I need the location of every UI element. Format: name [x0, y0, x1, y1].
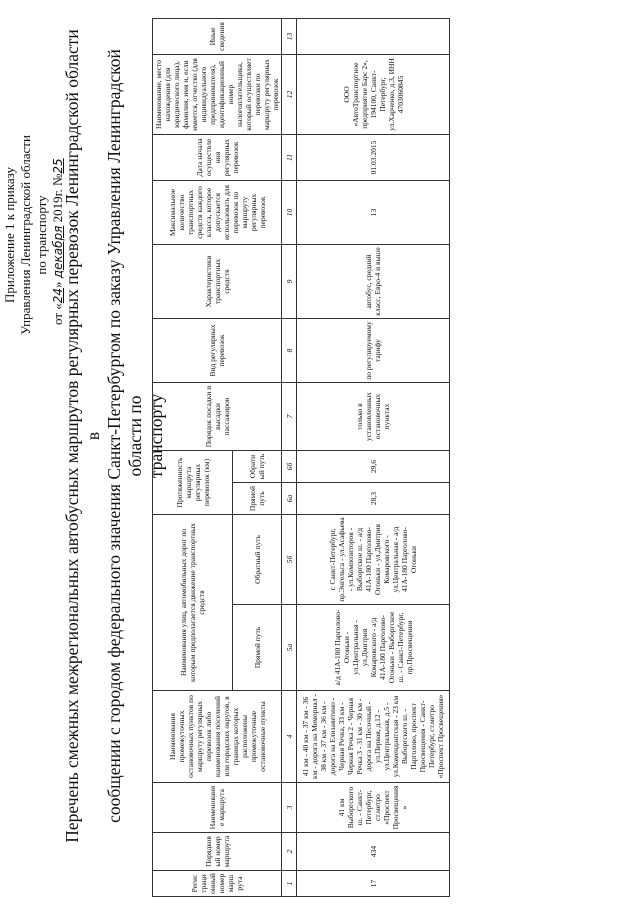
header-start-date: Дата начала осуществления регулярных перевозок: [153, 135, 282, 181]
col-number: 5а: [282, 605, 297, 691]
cell-length-forward: 28,3: [297, 483, 450, 515]
table-row: [297, 19, 450, 897]
col-number: 1: [282, 871, 297, 897]
header-length-backward: Обратный путь: [233, 451, 282, 483]
title-line-1: Перечень смежных межрегиональных автобусных маршрутов регулярных перевозок Ленинградской области в: [62, 29, 103, 843]
date-year: 2019г.: [50, 189, 65, 223]
header-reg-number: Регистрационный номер маршрута: [153, 871, 282, 897]
annex-header: [2, 125, 66, 345]
cell-forward-path: а/д 41А-180 Парголово-Огоньки - ул.Центральная - ул.Дмитрия Комаровского - а/д 41А-180 Парголово-Огоньки - Выборгское ш. - Санкт-Петербург, пр.Просвещения: [297, 605, 450, 691]
cell-transport-kind: по регулируемому тарифу: [297, 319, 450, 383]
cell-route-number: 434: [297, 833, 450, 871]
header-route-number: Порядковый номер маршрута: [153, 833, 282, 871]
annex-line-3: по транспорту: [34, 195, 49, 275]
cell-length-backward: 29,6: [297, 451, 450, 483]
header-backward-path: Обратный путь: [233, 515, 282, 605]
col-number: 11: [282, 135, 297, 181]
header-max-count: Максимальное количество транспортных средств каждого класса, которое допускается использовать для перевозок по маршруту регулярных перевозок: [153, 181, 282, 245]
col-number: 6б: [282, 451, 297, 483]
annex-line-2: Управления Ленинградской области: [18, 135, 33, 335]
col-number: 4: [282, 691, 297, 783]
header-intermediate-stops: Наименования промежуточных остановочных пунктов по маршруту регулярных перевозок либо наименования поселений или городских округов, в границах которых расположены промежуточные остановочные пункты: [153, 691, 282, 783]
cell-other: [297, 19, 450, 55]
header-vehicle: Характеристики транспортных средств: [153, 245, 282, 319]
date-mid: »: [50, 281, 65, 288]
header-carrier: Наименование, место нахождения (для юридического лица), фамилия, имя и, если имеется, отчество (для индивидуального предпринимателя), идентификационный номер налогоплательщика, который осуществляет перевозки по маршруту регулярных перевозок: [153, 55, 282, 135]
cell-boarding: только в установленных остановочных пунктах: [297, 383, 450, 451]
header-length: Протяженность маршрута регулярных перевозок (км): [153, 451, 233, 515]
col-number: 6а: [282, 483, 297, 515]
cell-backward-path: г. Санкт-Петербург, пр.Энгельса - ул.Асафьева - ул.Композиторов - Выборгское ш. - а/д 41А-180 Парголово-Огоньки - ул.Дмитрия Комаровского - ул.Центральная - а/д 41А-180 Парголово-Огоньки: [297, 515, 450, 605]
header-streets: Наименования улиц, автомобильных дорог по которым предполагается движение транспортных средств: [153, 515, 233, 691]
annex-line-1: Приложение 1 к приказу: [2, 167, 17, 304]
date-day: 24: [51, 287, 65, 304]
col-number: 12: [282, 55, 297, 135]
header-forward-path: Прямой путь: [233, 605, 282, 691]
col-number: 8: [282, 319, 297, 383]
routes-table: [152, 18, 450, 897]
cell-route-name: 41 км Выборгского ш. - Санкт-Петербург, ст.метро «Проспект Просвещения»: [297, 783, 450, 833]
col-number: 13: [282, 19, 297, 55]
header-other: Иные сведения: [153, 19, 282, 55]
col-number: 10: [282, 181, 297, 245]
cell-max-count: 13: [297, 181, 450, 245]
header-route-name: Наименование маршрута: [153, 783, 282, 833]
date-prefix: от «: [50, 303, 65, 325]
column-numbers-row: [282, 19, 297, 897]
cell-carrier: ООО «АвтоТранспортное предприятие Барс 2», 194100, Санкт-Петербург, ул.Харченко, д.3, ИНН 4703060845: [297, 55, 450, 135]
col-number: 3: [282, 783, 297, 833]
header-transport-kind: Вид регулярных перевозок: [153, 319, 282, 383]
cell-vehicle: автобус, средний класс, Евро-4 и выше: [297, 245, 450, 319]
col-number: 7: [282, 383, 297, 451]
order-number: 25: [51, 158, 65, 174]
title-line-3: транспорту: [146, 393, 166, 479]
col-number: 9: [282, 245, 297, 319]
cell-start-date: 01.03.2015: [297, 135, 450, 181]
header-boarding: Порядок посадки и высадки пассажиров: [153, 383, 282, 451]
header-length-forward: Прямой путь: [233, 483, 282, 515]
title-line-2: сообщении с городом федерального значения Санкт-Петербургом по заказу Управления Ленинградской области по: [104, 49, 145, 823]
cell-intermediate-stops: 41 км - 40 км - 37 км - 36 км - дорога на Мемориал - 38 км - 37 км - 36 км - дорога на Елизаветино - Черная Речка, 33 км - Черная Речка 2 - Черная Речка 3 - 31 км - 30 км - дорога на Песочный - ул.Первая, д.12 - ул.Центральная, д.5 - ул.Комендантская - 23 км Выборгского ш. - Парголово, проспект Просвещения - Санкт-Петербург, ст.метро «Проспект Просвещения»: [297, 691, 450, 783]
date-month: декабря: [51, 225, 65, 279]
cell-reg-number: 17: [297, 871, 450, 897]
col-number: 5б: [282, 515, 297, 605]
col-number: 2: [282, 833, 297, 871]
order-number-prefix: №: [50, 173, 65, 187]
